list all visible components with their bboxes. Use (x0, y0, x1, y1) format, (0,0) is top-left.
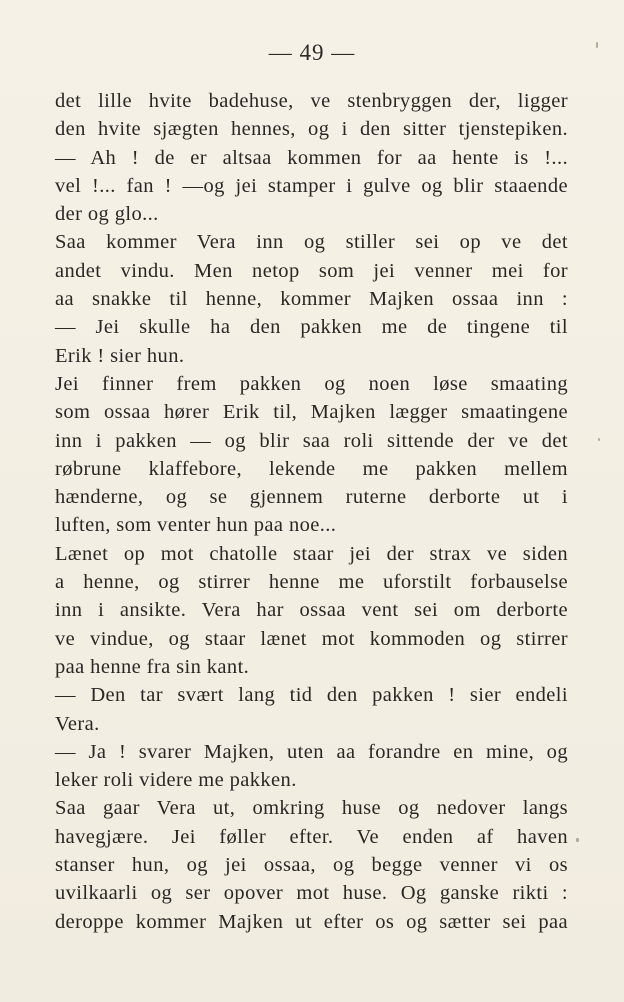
text-line: som ossaa hører Erik til, Majken lægger smaatingene (55, 401, 568, 424)
text-line: Saa gaar Vera ut, omkring huse og nedover langs (55, 797, 568, 820)
text-line: andet vindu. Men netop som jei venner mei for (55, 259, 568, 282)
text-line: a henne, og stirrer henne me uforstilt forbauselse (55, 571, 568, 594)
text-line: paa henne fra sin kant. (55, 655, 250, 678)
text-line: havegjære. Jei føller efter. Ve enden af haven (55, 825, 568, 848)
text-line: leker roli videre me pakken. (55, 769, 297, 792)
text-line: det lille hvite badehuse, ve stenbryggen der, ligger (55, 90, 568, 112)
text-line: — Den tar svært lang tid den pakken ! sier endeli (55, 684, 568, 707)
text-line: hænderne, og se gjennem ruterne derborte ut i (55, 486, 568, 509)
text-line: inn i ansikte. Vera har ossaa vent sei om derborte (55, 599, 568, 622)
text-line: luften, som venter hun paa noe... (55, 514, 337, 537)
text-line: inn i pakken — og blir saa roli sittende der ve det (55, 429, 568, 452)
paper-speck (596, 42, 598, 48)
text-line: — Jei skulle ha den pakken me de tingene til (55, 316, 568, 339)
text-line: uvilkaarli og ser opover mot huse. Og ganske rikti : (55, 882, 568, 905)
body-text (55, 87, 568, 936)
text-line: — Ja ! svarer Majken, uten aa forandre en mine, og (55, 740, 568, 763)
page-number: — 49 — (268, 40, 356, 65)
text-line: der og glo... (55, 203, 159, 226)
text-line: den hvite sjægten hennes, og i den sitter tjenstepiken. (55, 118, 568, 141)
text-line: aa snakke til henne, kommer Majken ossaa inn : (55, 288, 568, 311)
text-line: Saa kommer Vera inn og stiller sei op ve det (55, 231, 568, 254)
text-line: Erik ! sier hun. (55, 344, 185, 367)
text-line: Lænet op mot chatolle staar jei der strax ve siden (55, 542, 568, 565)
text-line: stanser hun, og jei ossaa, og begge venner vi os (55, 854, 568, 877)
text-line: — Ah ! de er altsaa kommen for aa hente is !... (55, 146, 568, 169)
text-line: Vera. (55, 712, 100, 735)
paper-speck (598, 438, 600, 441)
text-line: vel !... fan ! —og jei stamper i gulve og blir staaende (55, 174, 568, 197)
text-line: Jei finner frem pakken og noen løse smaating (55, 372, 568, 395)
text-line: ve vindue, og staar lænet mot kommoden og stirrer (55, 627, 568, 650)
text-line: deroppe kommer Majken ut efter os og sætter sei paa (55, 910, 568, 933)
text-line: røbrune klaffebore, lekende me pakken mellem (55, 457, 568, 480)
paper-speck (576, 838, 579, 842)
